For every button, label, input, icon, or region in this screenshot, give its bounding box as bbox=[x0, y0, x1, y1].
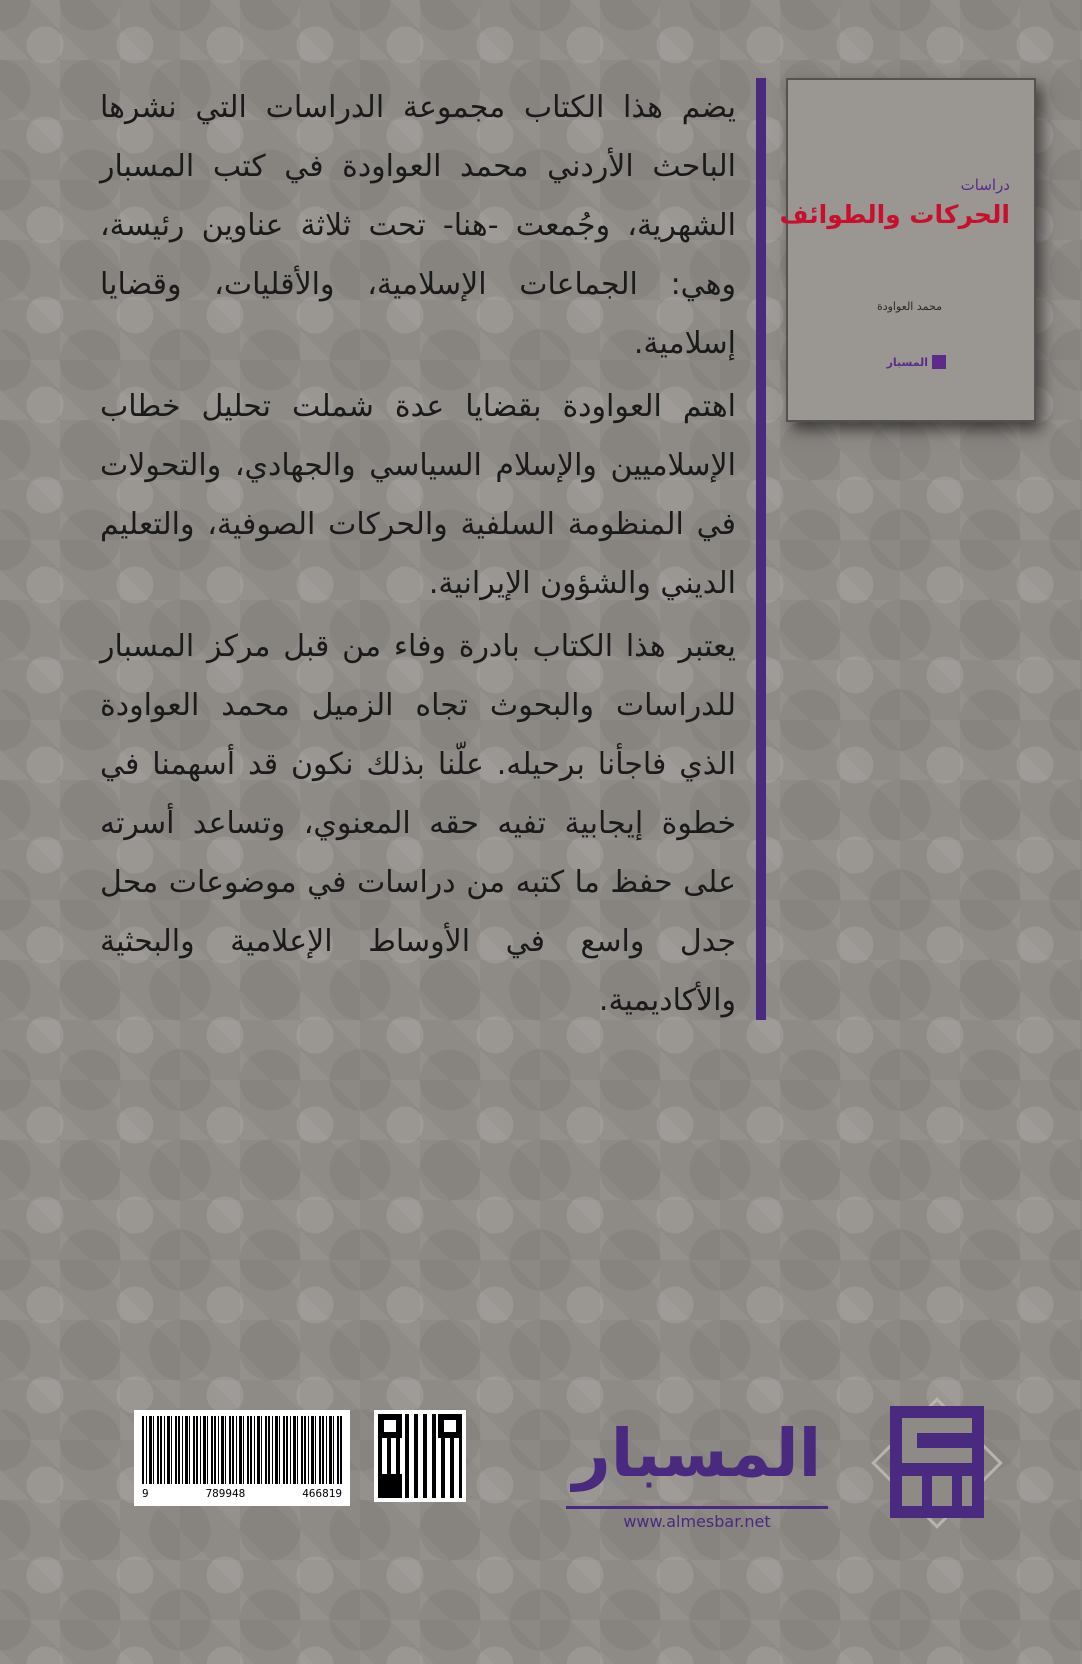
cover-title: الحركات والطوائف bbox=[779, 200, 1010, 229]
publisher-url: www.almesbar.net bbox=[623, 1512, 771, 1531]
cover-thumbnail bbox=[779, 78, 1036, 422]
cover-publisher bbox=[887, 355, 946, 369]
publisher-underline bbox=[566, 1506, 828, 1509]
qr-code-icon bbox=[374, 1410, 466, 1502]
paragraph-3: يعتبر هذا الكتاب بادرة وفاء من قبل مركز المسبار للدراسات والبحوث تجاه الزميل محمد العواودة الذي فاجأنا برحيله. علّنا بذلك نكون قد أسهمنا في خطوة إيجابية تفيه حقه المعنوي، وتساعد أسرته على حفظ ما كتبه من دراسات في موضوعات محل جدل واسع في الأوساط الإعلامية والبحثية والأكاديمية. bbox=[100, 629, 736, 1018]
cover-series: دراسات bbox=[960, 176, 1010, 194]
barcode-digit-group: 9 bbox=[142, 1487, 149, 1500]
cover-publisher-name: المسبار bbox=[886, 355, 928, 369]
cover-author: محمد العواودة bbox=[876, 300, 942, 313]
barcode-digit-group: 466819 bbox=[302, 1487, 342, 1500]
vertical-divider bbox=[756, 78, 766, 1020]
qr-code-pattern bbox=[378, 1414, 462, 1498]
paragraph-1: يضم هذا الكتاب مجموعة الدراسات التي نشرها الباحث الأردني محمد العواودة في كتب المسبار الشهرية، وجُمعت -هنا- تحت ثلاثة عناوين رئيسة، وهي: الجماعات الإسلامية، والأقليات، وقضايا إسلامية. bbox=[100, 90, 736, 361]
barcode-bars bbox=[142, 1416, 342, 1484]
publisher-name: المسبار bbox=[572, 1415, 822, 1492]
almesbar-logo-icon bbox=[862, 1388, 1012, 1538]
back-cover-text bbox=[100, 78, 736, 1034]
isbn-barcode bbox=[134, 1410, 350, 1506]
barcode-digits bbox=[142, 1484, 342, 1500]
barcode-digit-group: 789948 bbox=[205, 1487, 246, 1500]
publisher-logo-icon bbox=[932, 355, 946, 369]
paragraph-2: اهتم العواودة بقضايا عدة شملت تحليل خطاب الإسلاميين والإسلام السياسي والجهادي، والتحولات في المنظومة السلفية والحركات الصوفية، والتعليم الديني والشؤون الإيرانية. bbox=[100, 389, 736, 601]
